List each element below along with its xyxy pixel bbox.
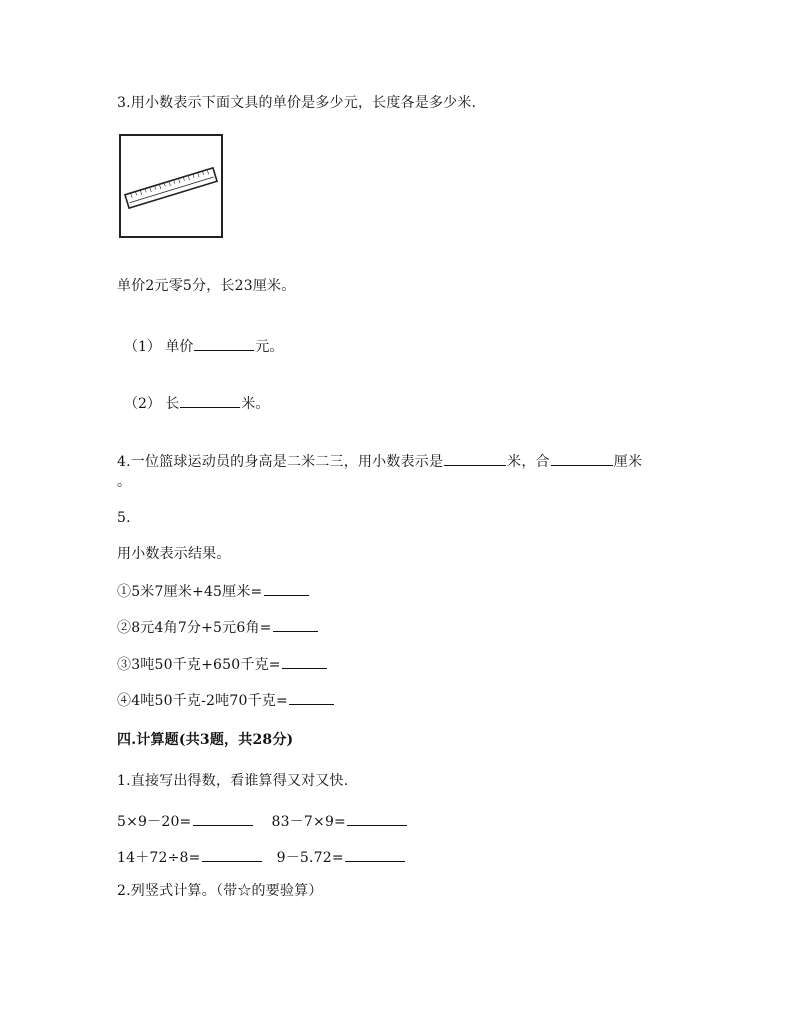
q3-sub1	[124, 336, 283, 356]
q5-item-4	[117, 690, 335, 710]
q5-item-blank[interactable]	[282, 654, 327, 669]
q4-suffix: 厘米	[613, 454, 643, 470]
q3-sub1-blank[interactable]	[194, 336, 254, 351]
q3-sub2-prefix: （2） 长	[124, 396, 180, 412]
calc-1b-blank[interactable]	[347, 811, 407, 826]
q4-prefix: 4.一位篮球运动员的身高是二米二三，用小数表示是	[117, 454, 444, 470]
q3-sub2	[124, 393, 269, 413]
calc-1b: 83－7×9=	[271, 814, 346, 830]
q5-item-blank[interactable]	[264, 581, 309, 596]
q5-item-text: ①5米7厘米+45厘米=	[117, 584, 263, 600]
section4-q2-title: 2.列竖式计算。（带☆的要验算）	[117, 883, 323, 899]
section4-q1-title: 1.直接写出得数，看谁算得又对又快.	[117, 773, 349, 789]
calc-2a: 14＋72÷8=	[117, 850, 201, 866]
q5-number: 5.	[117, 510, 131, 526]
q4-line	[117, 451, 642, 471]
ruler-image	[119, 134, 223, 238]
calc-row-2	[117, 847, 406, 867]
calc-1a: 5×9－20=	[117, 814, 192, 830]
ruler-icon	[121, 136, 221, 236]
q4-end: 。	[117, 474, 132, 490]
q5-instruction: 用小数表示结果。	[117, 546, 231, 562]
section4-heading: 四.计算题(共3题，共28分)	[117, 732, 294, 748]
q5-item-blank[interactable]	[289, 690, 334, 705]
q3-sub1-suffix: 元。	[255, 339, 284, 355]
calc-1a-blank[interactable]	[193, 811, 253, 826]
q4-blank-cm[interactable]	[551, 451, 613, 466]
q5-item-text: ③3吨50千克+650千克=	[117, 657, 281, 673]
q3-sub2-blank[interactable]	[180, 393, 240, 408]
calc-2b-blank[interactable]	[345, 847, 405, 862]
q5-item-text: ④4吨50千克-2吨70千克=	[117, 693, 288, 709]
q5-item-2	[117, 617, 319, 637]
q5-item-3	[117, 654, 328, 674]
q3-sub1-prefix: （1） 单价	[124, 339, 194, 355]
calc-2a-blank[interactable]	[202, 847, 262, 862]
q5-item-blank[interactable]	[273, 617, 318, 632]
q4-middle: 米，合	[507, 454, 550, 470]
q5-item-text: ②8元4角7分+5元6角=	[117, 620, 272, 636]
q3-sub2-suffix: 米。	[241, 396, 270, 412]
q5-item-1	[117, 581, 310, 601]
calc-row-1	[117, 811, 408, 831]
calc-2b: 9－5.72=	[276, 850, 344, 866]
q4-blank-meters[interactable]	[444, 451, 506, 466]
q3-title: 3.用小数表示下面文具的单价是多少元，长度各是多少米.	[117, 95, 477, 111]
q3-price-info: 单价2元零5分，长23厘米。	[117, 278, 296, 294]
